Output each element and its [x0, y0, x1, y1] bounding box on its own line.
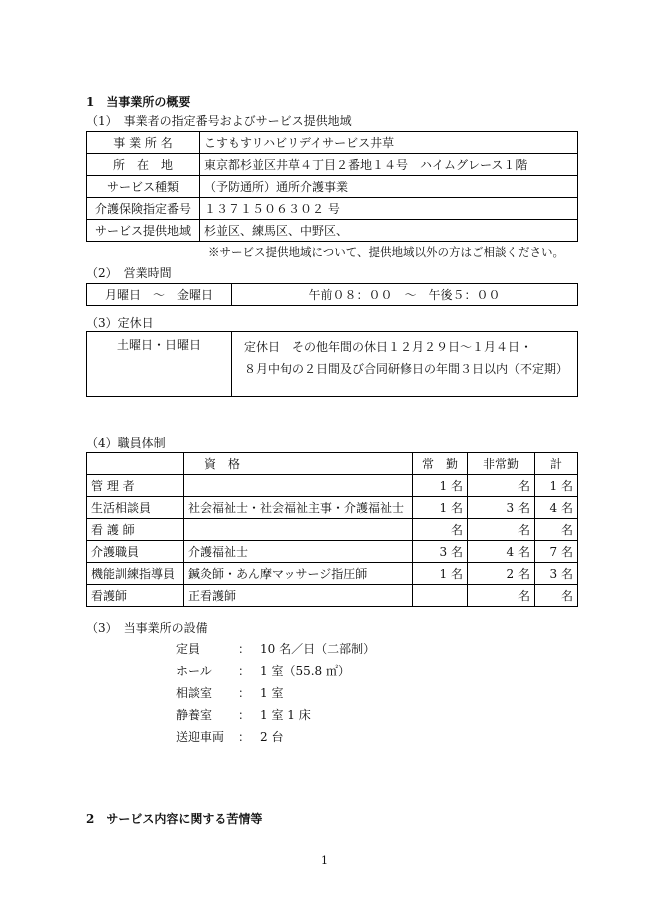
info-label: サービス種類 — [87, 176, 200, 198]
holiday-details — [232, 332, 578, 397]
table-row — [87, 132, 578, 154]
hours-time: 午前０８：００ ～ 午後５：００ — [232, 284, 578, 306]
facility-label: ホール — [176, 664, 212, 678]
table-row — [87, 519, 578, 541]
page-number: 1 — [321, 854, 328, 867]
table-row — [87, 284, 578, 306]
staff-total: 7 名 — [535, 541, 578, 563]
staff-part-time: 名 — [468, 585, 535, 607]
info-label: 介護保険指定番号 — [87, 198, 200, 220]
staff-qualification: 介護福祉士 — [184, 541, 413, 563]
table-row — [87, 497, 578, 519]
table-row — [87, 154, 578, 176]
sub5-title: （3） 当事業所の設備 — [86, 621, 208, 635]
sub3-title: （3）定休日 — [86, 316, 154, 330]
facility-label: 静養室 — [176, 708, 213, 722]
info-value: こすもすリハビリデイサービス井草 — [200, 132, 578, 154]
section2-title: 2 サービス内容に関する苦情等 — [86, 812, 263, 826]
staff-full-time: 1 名 — [413, 563, 468, 585]
holidays-table — [86, 331, 578, 397]
table-row — [87, 332, 578, 397]
header-total: 計 — [535, 453, 578, 475]
staff-role: 看護師 — [87, 585, 184, 607]
facility-colon: ： — [237, 642, 250, 656]
staff-part-time: 名 — [468, 519, 535, 541]
table-row — [87, 541, 578, 563]
staff-full-time: 名 — [413, 519, 468, 541]
facility-item — [176, 662, 350, 679]
staff-qualification — [184, 519, 413, 541]
service-area-note: ※サービス提供地域について、提供地域以外の方はご相談ください。 — [208, 245, 565, 259]
info-value: 杉並区、練馬区、中野区、 — [200, 220, 578, 242]
info-label: サービス提供地域 — [87, 220, 200, 242]
facility-item — [176, 728, 283, 745]
table-row — [87, 198, 578, 220]
staff-full-time: 1 名 — [413, 475, 468, 497]
staff-part-time: 4 名 — [468, 541, 535, 563]
staff-part-time: 名 — [468, 475, 535, 497]
holiday-line-1: 定休日 その他年間の休日１２月２９日～１月４日・ — [244, 340, 533, 354]
staff-role: 生活相談員 — [87, 497, 184, 519]
staff-part-time: 2 名 — [468, 563, 535, 585]
staff-role: 看 護 師 — [87, 519, 184, 541]
info-value: １３７１５０６３０２ 号 — [200, 198, 578, 220]
staff-total: 4 名 — [535, 497, 578, 519]
facility-colon: ： — [237, 708, 250, 722]
facility-item — [176, 706, 311, 723]
staff-full-time: 1 名 — [413, 497, 468, 519]
header-part-time: 非常勤 — [468, 453, 535, 475]
table-row — [87, 453, 578, 475]
office-info-table — [86, 131, 578, 242]
staff-role: 介護職員 — [87, 541, 184, 563]
info-value: 東京都杉並区井草４丁目２番地１４号 ハイムグレース１階 — [200, 154, 578, 176]
facility-colon: ： — [237, 686, 250, 700]
facility-value: 1 室（55.8 ㎡） — [260, 664, 350, 678]
sub1-title: （1） 事業者の指定番号およびサービス提供地域 — [86, 114, 352, 128]
holiday-line-2: ８月中旬の２日間及び合同研修日の年間３日以内（不定期） — [244, 362, 569, 376]
staff-table — [86, 452, 578, 607]
table-row — [87, 563, 578, 585]
table-row — [87, 585, 578, 607]
holiday-days: 土曜日・日曜日 — [87, 332, 232, 397]
sub4-title: （4）職員体制 — [86, 436, 166, 450]
facility-item — [176, 640, 375, 657]
facility-colon: ： — [237, 664, 250, 678]
table-row — [87, 176, 578, 198]
staff-qualification: 社会福祉士・社会福祉主事・介護福祉士 — [184, 497, 413, 519]
staff-total: 名 — [535, 585, 578, 607]
header-qualification: 資 格 — [184, 453, 413, 475]
info-label: 所 在 地 — [87, 154, 200, 176]
staff-qualification — [184, 475, 413, 497]
sub2-title: （2） 営業時間 — [86, 266, 172, 280]
staff-role: 機能訓練指導員 — [87, 563, 184, 585]
section1-title: 1 当事業所の概要 — [86, 95, 191, 109]
info-value: （予防通所）通所介護事業 — [200, 176, 578, 198]
staff-total: 3 名 — [535, 563, 578, 585]
facility-colon: ： — [237, 730, 250, 744]
staff-role: 管 理 者 — [87, 475, 184, 497]
header-full-time: 常 勤 — [413, 453, 468, 475]
staff-full-time — [413, 585, 468, 607]
hours-days: 月曜日 ～ 金曜日 — [87, 284, 232, 306]
table-row — [87, 220, 578, 242]
facility-label: 相談室 — [176, 686, 213, 700]
staff-part-time: 3 名 — [468, 497, 535, 519]
staff-qualification: 正看護師 — [184, 585, 413, 607]
facility-value: 2 台 — [260, 730, 284, 744]
hours-table — [86, 283, 578, 306]
info-label: 事 業 所 名 — [87, 132, 200, 154]
facility-value: 10 名／日（二部制） — [260, 642, 376, 656]
staff-total: 1 名 — [535, 475, 578, 497]
staff-qualification: 鍼灸師・あん摩マッサージ指圧師 — [184, 563, 413, 585]
table-row — [87, 475, 578, 497]
header-role — [87, 453, 184, 475]
facility-value: 1 室 1 床 — [260, 708, 311, 722]
staff-total: 名 — [535, 519, 578, 541]
facility-label: 送迎車両 — [176, 730, 225, 744]
facility-value: 1 室 — [260, 686, 284, 700]
facility-label: 定員 — [176, 642, 201, 656]
staff-full-time: 3 名 — [413, 541, 468, 563]
facility-item — [176, 684, 283, 701]
